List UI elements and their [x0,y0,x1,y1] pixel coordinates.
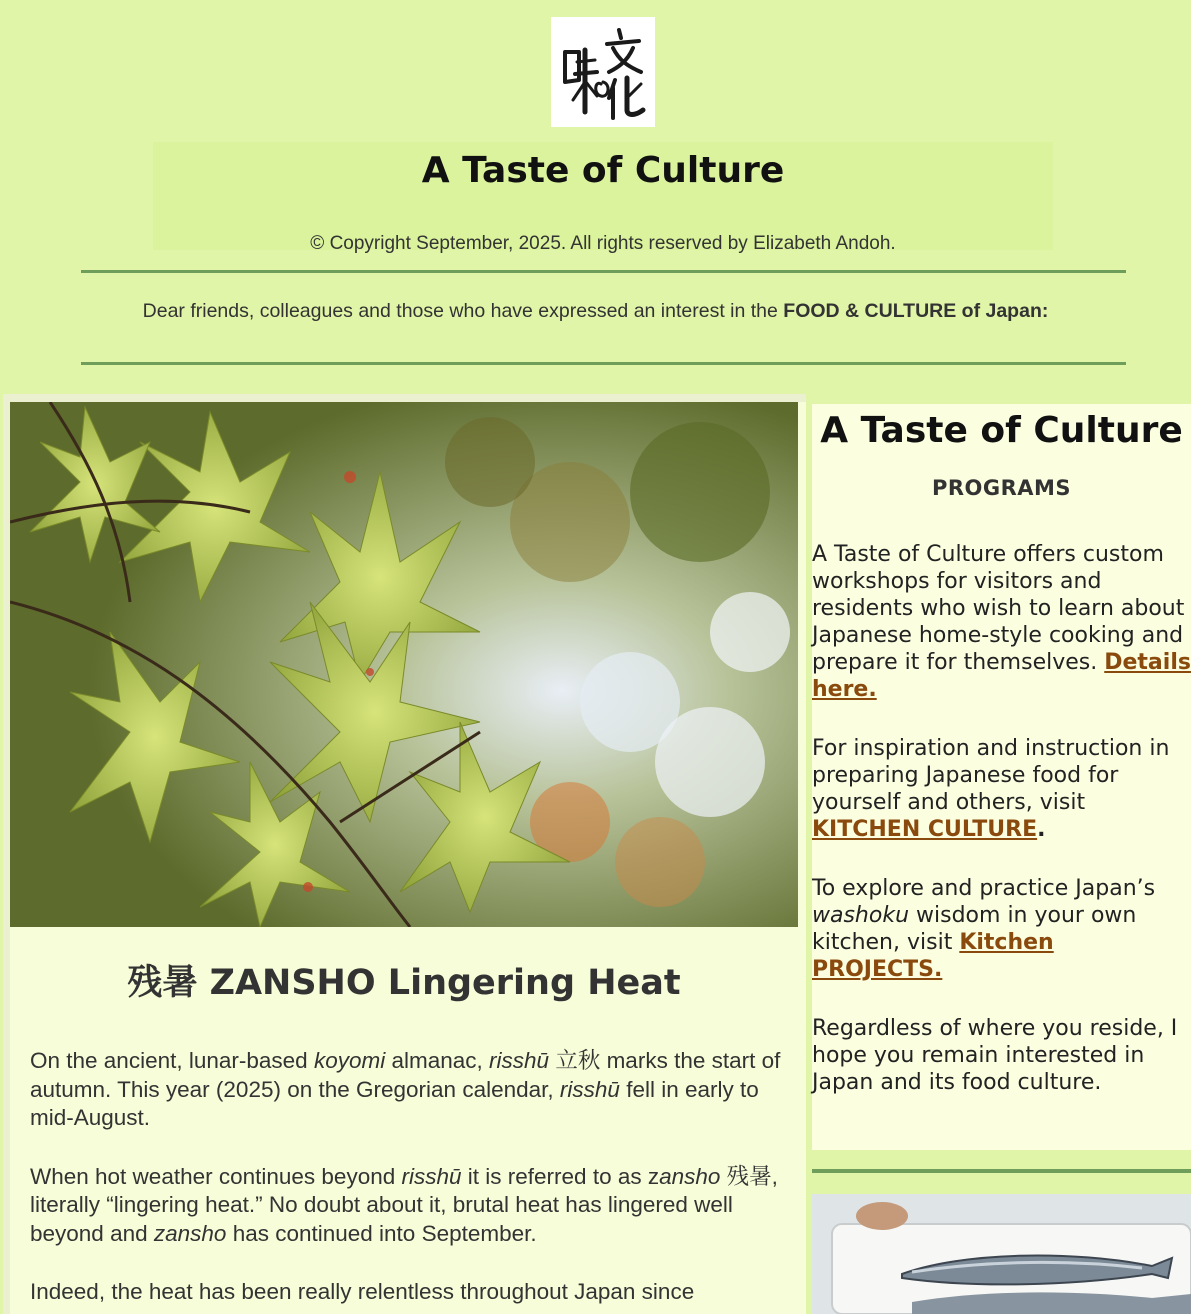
maple-leaves-image [10,402,798,927]
article-paragraph: Indeed, the heat has been really relentless throughout Japan since [30,1279,695,1304]
sidebar-paragraph-kitchen-culture: For inspiration and instruction in preparing Japanese food for yourself and others, visit KITCHEN CULTURE. [812,736,1170,842]
article-title: 残暑 ZANSHO Lingering Heat [127,963,681,1003]
sidebar-title: A Taste of Culture [820,410,1183,451]
article-paragraph: When hot weather continues beyond risshū it is referred to as zansho 残暑, literally “lingering heat.” No doubt about it, brutal heat has lingered well beyond and zansho has continued into September. [30,1163,778,1246]
main-article-column [3,394,806,1314]
greeting [0,300,1191,323]
header [0,0,1191,392]
sidebar-subtitle: PROGRAMS [931,476,1072,500]
site-title: A Taste of Culture [421,150,785,191]
calligraphy-logo-icon [555,22,651,122]
kitchen-projects-link[interactable]: Kitchen PROJECTS. [812,930,1054,982]
site-logo[interactable] [551,17,655,127]
divider-top [81,270,1126,273]
sidebar [812,404,1191,1150]
article-paragraph: On the ancient, lunar-based koyomi almanac, risshū 立秋 marks the start of autumn. This year (2025) on the Gregorian calendar, risshū fell in early to mid-August. [30,1048,781,1130]
sidebar-paragraph-closing: Regardless of where you reside, I hope you remain interested in Japan and its food culture. [812,1016,1178,1095]
sidebar-body [812,541,1191,1128]
sidebar-divider [812,1169,1191,1173]
kitchen-culture-link[interactable]: KITCHEN CULTURE [812,817,1038,842]
article-body [30,1047,790,1314]
greeting-text: Dear friends, colleagues and those who have expressed an interest in the [142,300,778,322]
sanma-fish-image [812,1194,1191,1314]
sidebar-paragraph-kitchen-projects: To explore and practice Japan’s washoku wisdom in your own kitchen, visit Kitchen PROJECTS. [812,876,1156,982]
greeting-bold: FOOD & CULTURE of Japan: [783,300,1049,322]
copyright-notice: © Copyright September, 2025. All rights reserved by Elizabeth Andoh. [310,233,896,254]
maple-leaves-photo [10,402,798,927]
sidebar-paragraph-workshops: A Taste of Culture offers custom workshops for visitors and residents who wish to learn about Japanese home-style cooking and prepare it for themselves. Details here. [812,542,1191,702]
fish-photo [812,1194,1191,1314]
title-band [153,142,1053,254]
details-link[interactable]: Details here. [812,650,1191,702]
divider-bottom [81,362,1126,365]
